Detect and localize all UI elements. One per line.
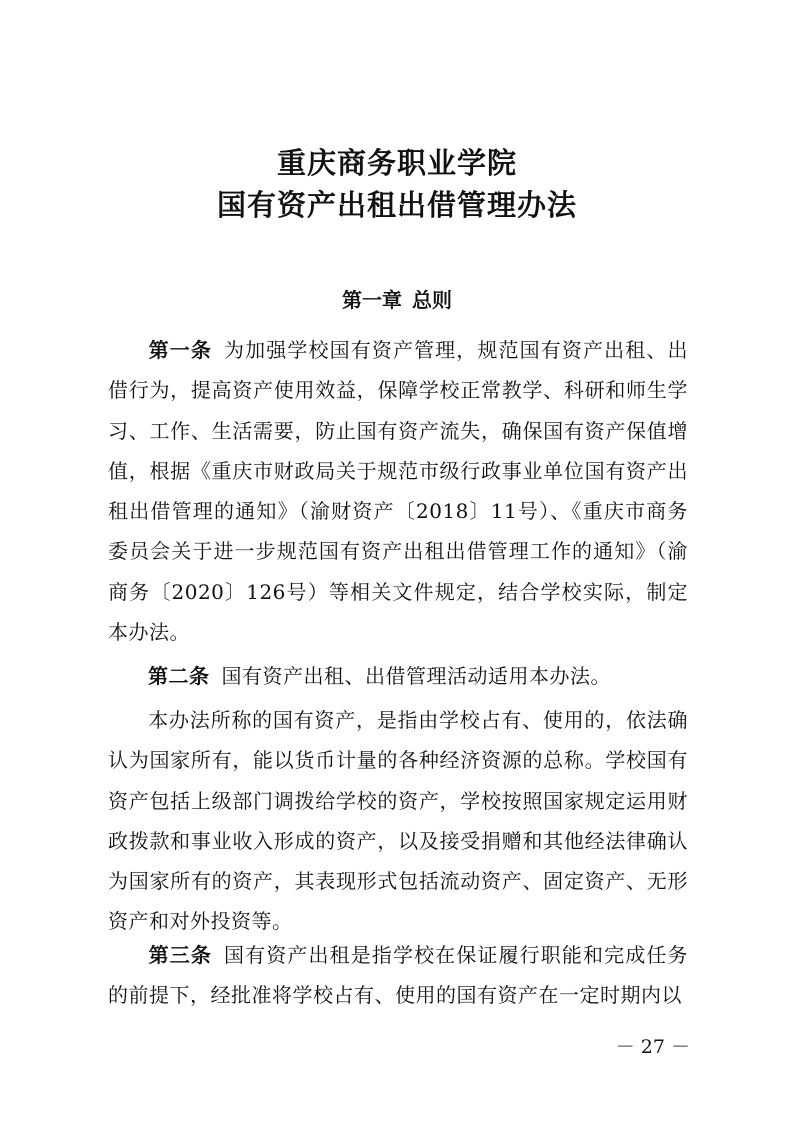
article-1-lead: 第一条: [148, 338, 212, 362]
article-2-lead: 第二条: [148, 664, 210, 688]
article-2-text: 国有资产出租、出借管理活动适用本办法。: [221, 664, 611, 688]
article-2-definition-text: 本办法所称的国有资产，是指由学校占有、使用的，依法确认为国家所有，能以货币计量的各种经济资源的总称。学校国有资产包括上级部门调拨给学校的资产，学校按照国家规定运用财政拨款和事业收入形成的资产，以及接受捐赠和其他经法律确认为国家所有的资产，其表现形式包括流动资产、固定资产、无形资产和对外投资等。: [108, 708, 688, 934]
article-1: [108, 330, 688, 652]
article-2-definition: [108, 700, 688, 942]
article-2: [108, 656, 688, 696]
article-1-text: 为加强学校国有资产管理，规范国有资产出租、出借行为，提高资产使用效益，保障学校正常教学、科研和师生学习、工作、生活需要，防止国有资产流失，确保国有资产保值增值，根据《重庆市财政局关于规范市级行政事业单位国有资产出租出借管理的通知》（渝财资产〔2018〕11号）、《重庆市商务委员会关于进一步规范国有资产出租出借管理工作的通知》（渝商务〔2020〕126号）等相关文件规定，结合学校实际，制定本办法。: [108, 338, 689, 645]
document-title-line-1: 重庆商务职业学院: [276, 146, 517, 180]
article-3-text: 国有资产出租是指学校在保证履行职能和完成任务的前提下，经批准将学校占有、使用的国有资产在一定时期内以: [108, 943, 689, 1008]
chapter-number: 第一章: [342, 288, 402, 312]
article-3-lead: 第三条: [148, 943, 212, 967]
page-number: － 27 －: [615, 1036, 690, 1058]
document-title-line-2: 国有资产出租出借管理办法: [216, 188, 577, 222]
chapter-heading: [0, 285, 794, 315]
article-3: [108, 935, 688, 1016]
chapter-name: 总则: [412, 288, 452, 312]
